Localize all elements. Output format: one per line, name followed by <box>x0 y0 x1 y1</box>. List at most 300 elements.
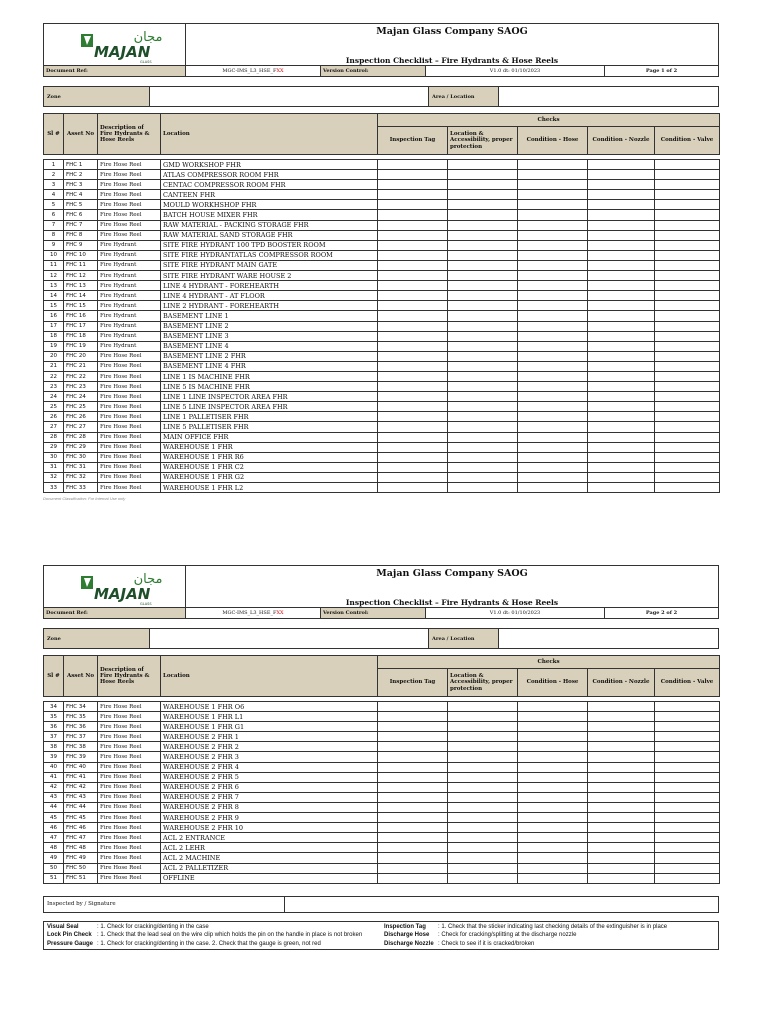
check-valve[interactable] <box>655 442 720 452</box>
row-location: WAREHOUSE 2 FHR 7 <box>161 792 378 802</box>
check-nozzle[interactable] <box>588 200 655 210</box>
check-accessibility[interactable] <box>448 742 518 752</box>
check-hose[interactable] <box>518 341 588 351</box>
check-valve[interactable] <box>655 702 720 712</box>
check-valve[interactable] <box>655 472 720 482</box>
check-valve[interactable] <box>655 833 720 843</box>
check-valve[interactable] <box>655 762 720 772</box>
check-valve[interactable] <box>655 341 720 351</box>
check-nozzle[interactable] <box>588 833 655 843</box>
check-inspection-tag[interactable] <box>378 452 448 462</box>
company-name: Majan Glass Company SAOG <box>376 26 528 37</box>
check-inspection-tag[interactable] <box>378 412 448 422</box>
check-inspection-tag[interactable] <box>378 732 448 742</box>
check-accessibility[interactable] <box>448 281 518 291</box>
check-accessibility[interactable] <box>448 402 518 412</box>
check-accessibility[interactable] <box>448 382 518 392</box>
check-inspection-tag[interactable] <box>378 712 448 722</box>
check-inspection-tag[interactable] <box>378 311 448 321</box>
check-nozzle[interactable] <box>588 762 655 772</box>
check-valve[interactable] <box>655 853 720 863</box>
check-accessibility[interactable] <box>448 210 518 220</box>
check-accessibility[interactable] <box>448 722 518 732</box>
check-accessibility[interactable] <box>448 843 518 853</box>
check-nozzle[interactable] <box>588 341 655 351</box>
check-valve[interactable] <box>655 792 720 802</box>
check-inspection-tag[interactable] <box>378 813 448 823</box>
check-accessibility[interactable] <box>448 863 518 873</box>
check-nozzle[interactable] <box>588 402 655 412</box>
check-valve[interactable] <box>655 291 720 301</box>
check-nozzle[interactable] <box>588 392 655 402</box>
check-valve[interactable] <box>655 301 720 311</box>
check-inspection-tag[interactable] <box>378 341 448 351</box>
check-nozzle[interactable] <box>588 472 655 482</box>
check-inspection-tag[interactable] <box>378 702 448 712</box>
check-hose[interactable] <box>518 863 588 873</box>
check-accessibility[interactable] <box>448 190 518 200</box>
signature-field[interactable] <box>285 897 718 912</box>
check-accessibility[interactable] <box>448 301 518 311</box>
check-inspection-tag[interactable] <box>378 190 448 200</box>
check-valve[interactable] <box>655 311 720 321</box>
check-inspection-tag[interactable] <box>378 462 448 472</box>
check-valve[interactable] <box>655 250 720 260</box>
check-nozzle[interactable] <box>588 742 655 752</box>
check-hose[interactable] <box>518 802 588 812</box>
check-accessibility[interactable] <box>448 170 518 180</box>
area-field[interactable] <box>499 87 718 106</box>
check-valve[interactable] <box>655 422 720 432</box>
check-nozzle[interactable] <box>588 230 655 240</box>
check-nozzle[interactable] <box>588 863 655 873</box>
row-description: Fire Hose Reel <box>98 873 161 883</box>
check-nozzle[interactable] <box>588 250 655 260</box>
check-hose[interactable] <box>518 782 588 792</box>
row-sl: 4 <box>44 190 64 200</box>
row-asset-no: FHC 5 <box>64 200 98 210</box>
check-nozzle[interactable] <box>588 813 655 823</box>
check-inspection-tag[interactable] <box>378 432 448 442</box>
check-hose[interactable] <box>518 220 588 230</box>
check-nozzle[interactable] <box>588 823 655 833</box>
check-hose[interactable] <box>518 762 588 772</box>
check-accessibility[interactable] <box>448 291 518 301</box>
check-accessibility[interactable] <box>448 873 518 883</box>
check-nozzle[interactable] <box>588 843 655 853</box>
check-inspection-tag[interactable] <box>378 772 448 782</box>
check-inspection-tag[interactable] <box>378 802 448 812</box>
check-nozzle[interactable] <box>588 301 655 311</box>
check-hose[interactable] <box>518 260 588 270</box>
check-nozzle[interactable] <box>588 240 655 250</box>
legend-term: Visual Seal <box>47 923 79 930</box>
check-nozzle[interactable] <box>588 281 655 291</box>
check-inspection-tag[interactable] <box>378 321 448 331</box>
table-row <box>44 742 720 752</box>
check-nozzle[interactable] <box>588 752 655 762</box>
check-accessibility[interactable] <box>448 772 518 782</box>
check-inspection-tag[interactable] <box>378 392 448 402</box>
check-inspection-tag[interactable] <box>378 371 448 381</box>
check-hose[interactable] <box>518 462 588 472</box>
col-hose: Condition - Hose <box>518 127 588 155</box>
check-hose[interactable] <box>518 351 588 361</box>
check-valve[interactable] <box>655 260 720 270</box>
check-inspection-tag[interactable] <box>378 351 448 361</box>
check-inspection-tag[interactable] <box>378 230 448 240</box>
check-inspection-tag[interactable] <box>378 752 448 762</box>
check-nozzle[interactable] <box>588 462 655 472</box>
check-nozzle[interactable] <box>588 331 655 341</box>
row-location: WAREHOUSE 2 FHR 3 <box>161 752 378 762</box>
check-accessibility[interactable] <box>448 813 518 823</box>
check-inspection-tag[interactable] <box>378 361 448 371</box>
check-valve[interactable] <box>655 382 720 392</box>
check-accessibility[interactable] <box>448 732 518 742</box>
check-valve[interactable] <box>655 271 720 281</box>
check-hose[interactable] <box>518 371 588 381</box>
check-nozzle[interactable] <box>588 321 655 331</box>
check-inspection-tag[interactable] <box>378 250 448 260</box>
zone-field[interactable] <box>150 629 429 648</box>
check-inspection-tag[interactable] <box>378 722 448 732</box>
check-inspection-tag[interactable] <box>378 180 448 190</box>
check-accessibility[interactable] <box>448 462 518 472</box>
check-hose[interactable] <box>518 402 588 412</box>
check-valve[interactable] <box>655 361 720 371</box>
table-row <box>44 483 720 493</box>
check-inspection-tag[interactable] <box>378 240 448 250</box>
check-inspection-tag[interactable] <box>378 301 448 311</box>
check-nozzle[interactable] <box>588 442 655 452</box>
check-hose[interactable] <box>518 271 588 281</box>
check-accessibility[interactable] <box>448 833 518 843</box>
check-valve[interactable] <box>655 432 720 442</box>
legend-term: Pressure Gauge <box>47 940 94 947</box>
check-inspection-tag[interactable] <box>378 833 448 843</box>
row-location: WAREHOUSE 2 FHR 4 <box>161 762 378 772</box>
check-hose[interactable] <box>518 742 588 752</box>
check-hose[interactable] <box>518 200 588 210</box>
check-inspection-tag[interactable] <box>378 200 448 210</box>
check-hose[interactable] <box>518 472 588 482</box>
check-hose[interactable] <box>518 752 588 762</box>
check-valve[interactable] <box>655 170 720 180</box>
check-inspection-tag[interactable] <box>378 442 448 452</box>
check-valve[interactable] <box>655 452 720 462</box>
check-hose[interactable] <box>518 452 588 462</box>
row-location: SITE FIRE HYDRANT MAIN GATE <box>161 260 378 270</box>
check-hose[interactable] <box>518 321 588 331</box>
check-nozzle[interactable] <box>588 853 655 863</box>
check-nozzle[interactable] <box>588 160 655 170</box>
check-nozzle[interactable] <box>588 260 655 270</box>
check-accessibility[interactable] <box>448 200 518 210</box>
check-hose[interactable] <box>518 361 588 371</box>
zone-row <box>43 628 719 649</box>
check-hose[interactable] <box>518 702 588 712</box>
check-valve[interactable] <box>655 782 720 792</box>
row-location: WAREHOUSE 2 FHR 9 <box>161 813 378 823</box>
check-hose[interactable] <box>518 483 588 493</box>
check-nozzle[interactable] <box>588 382 655 392</box>
check-valve[interactable] <box>655 351 720 361</box>
check-accessibility[interactable] <box>448 260 518 270</box>
check-inspection-tag[interactable] <box>378 483 448 493</box>
check-inspection-tag[interactable] <box>378 782 448 792</box>
check-nozzle[interactable] <box>588 422 655 432</box>
check-hose[interactable] <box>518 190 588 200</box>
check-hose[interactable] <box>518 873 588 883</box>
check-nozzle[interactable] <box>588 311 655 321</box>
row-asset-no: FHC 34 <box>64 702 98 712</box>
check-nozzle[interactable] <box>588 483 655 493</box>
check-hose[interactable] <box>518 823 588 833</box>
check-valve[interactable] <box>655 281 720 291</box>
check-valve[interactable] <box>655 732 720 742</box>
legend-item <box>47 931 378 940</box>
check-accessibility[interactable] <box>448 331 518 341</box>
check-accessibility[interactable] <box>448 752 518 762</box>
check-nozzle[interactable] <box>588 180 655 190</box>
check-accessibility[interactable] <box>448 702 518 712</box>
check-hose[interactable] <box>518 833 588 843</box>
check-inspection-tag[interactable] <box>378 281 448 291</box>
check-hose[interactable] <box>518 210 588 220</box>
check-valve[interactable] <box>655 190 720 200</box>
check-inspection-tag[interactable] <box>378 742 448 752</box>
check-valve[interactable] <box>655 843 720 853</box>
check-hose[interactable] <box>518 442 588 452</box>
col-location: Location <box>161 656 378 697</box>
check-hose[interactable] <box>518 180 588 190</box>
area-field[interactable] <box>499 629 718 648</box>
check-nozzle[interactable] <box>588 712 655 722</box>
check-accessibility[interactable] <box>448 271 518 281</box>
check-nozzle[interactable] <box>588 722 655 732</box>
check-valve[interactable] <box>655 712 720 722</box>
check-valve[interactable] <box>655 240 720 250</box>
check-hose[interactable] <box>518 422 588 432</box>
check-valve[interactable] <box>655 462 720 472</box>
row-asset-no: FHC 24 <box>64 392 98 402</box>
check-hose[interactable] <box>518 412 588 422</box>
check-inspection-tag[interactable] <box>378 260 448 270</box>
check-accessibility[interactable] <box>448 351 518 361</box>
check-accessibility[interactable] <box>448 180 518 190</box>
check-nozzle[interactable] <box>588 873 655 883</box>
check-nozzle[interactable] <box>588 802 655 812</box>
check-accessibility[interactable] <box>448 472 518 482</box>
column-header-table <box>43 113 720 155</box>
check-hose[interactable] <box>518 301 588 311</box>
legend-term: Inspection Tag <box>384 923 426 930</box>
check-inspection-tag[interactable] <box>378 160 448 170</box>
check-accessibility[interactable] <box>448 240 518 250</box>
check-accessibility[interactable] <box>448 792 518 802</box>
check-hose[interactable] <box>518 230 588 240</box>
check-accessibility[interactable] <box>448 311 518 321</box>
check-accessibility[interactable] <box>448 412 518 422</box>
check-accessibility[interactable] <box>448 250 518 260</box>
check-accessibility[interactable] <box>448 321 518 331</box>
check-hose[interactable] <box>518 382 588 392</box>
row-description: Fire Hose Reel <box>98 752 161 762</box>
check-inspection-tag[interactable] <box>378 402 448 412</box>
table-row <box>44 772 720 782</box>
check-nozzle[interactable] <box>588 220 655 230</box>
check-accessibility[interactable] <box>448 853 518 863</box>
check-valve[interactable] <box>655 371 720 381</box>
check-nozzle[interactable] <box>588 452 655 462</box>
col-desc: Description of Fire Hydrants & Hose Reels <box>98 656 161 697</box>
check-valve[interactable] <box>655 210 720 220</box>
check-inspection-tag[interactable] <box>378 873 448 883</box>
check-accessibility[interactable] <box>448 220 518 230</box>
check-nozzle[interactable] <box>588 351 655 361</box>
check-hose[interactable] <box>518 722 588 732</box>
check-hose[interactable] <box>518 281 588 291</box>
check-accessibility[interactable] <box>448 442 518 452</box>
check-accessibility[interactable] <box>448 361 518 371</box>
check-nozzle[interactable] <box>588 772 655 782</box>
check-nozzle[interactable] <box>588 361 655 371</box>
check-nozzle[interactable] <box>588 190 655 200</box>
row-location: BASEMENT LINE 4 <box>161 341 378 351</box>
check-valve[interactable] <box>655 873 720 883</box>
check-valve[interactable] <box>655 722 720 732</box>
check-hose[interactable] <box>518 311 588 321</box>
check-accessibility[interactable] <box>448 230 518 240</box>
check-inspection-tag[interactable] <box>378 291 448 301</box>
check-hose[interactable] <box>518 240 588 250</box>
row-location: CENTAC COMPRESSOR ROOM FHR <box>161 180 378 190</box>
check-inspection-tag[interactable] <box>378 472 448 482</box>
check-accessibility[interactable] <box>448 160 518 170</box>
check-accessibility[interactable] <box>448 782 518 792</box>
check-valve[interactable] <box>655 402 720 412</box>
check-valve[interactable] <box>655 483 720 493</box>
check-valve[interactable] <box>655 200 720 210</box>
check-inspection-tag[interactable] <box>378 863 448 873</box>
check-accessibility[interactable] <box>448 452 518 462</box>
check-accessibility[interactable] <box>448 392 518 402</box>
check-nozzle[interactable] <box>588 371 655 381</box>
check-inspection-tag[interactable] <box>378 823 448 833</box>
check-valve[interactable] <box>655 321 720 331</box>
check-accessibility[interactable] <box>448 823 518 833</box>
row-asset-no: FHC 36 <box>64 722 98 732</box>
check-valve[interactable] <box>655 230 720 240</box>
check-accessibility[interactable] <box>448 762 518 772</box>
check-nozzle[interactable] <box>588 291 655 301</box>
check-valve[interactable] <box>655 813 720 823</box>
check-hose[interactable] <box>518 772 588 782</box>
check-hose[interactable] <box>518 291 588 301</box>
zone-field[interactable] <box>150 87 429 106</box>
row-location: SITE FIRE HYDRANTATLAS COMPRESSOR ROOM <box>161 250 378 260</box>
check-hose[interactable] <box>518 843 588 853</box>
row-asset-no: FHC 15 <box>64 301 98 311</box>
check-hose[interactable] <box>518 792 588 802</box>
check-valve[interactable] <box>655 220 720 230</box>
check-hose[interactable] <box>518 813 588 823</box>
check-hose[interactable] <box>518 160 588 170</box>
check-valve[interactable] <box>655 823 720 833</box>
check-nozzle[interactable] <box>588 782 655 792</box>
check-inspection-tag[interactable] <box>378 331 448 341</box>
legend-text: : 1. Check for cracking/denting in the case <box>97 923 209 930</box>
table-row <box>44 873 720 883</box>
table-row <box>44 250 720 260</box>
signature-row <box>43 896 719 913</box>
check-accessibility[interactable] <box>448 432 518 442</box>
check-hose[interactable] <box>518 331 588 341</box>
check-hose[interactable] <box>518 853 588 863</box>
row-asset-no: FHC 27 <box>64 422 98 432</box>
check-accessibility[interactable] <box>448 712 518 722</box>
check-valve[interactable] <box>655 752 720 762</box>
check-valve[interactable] <box>655 331 720 341</box>
check-accessibility[interactable] <box>448 422 518 432</box>
check-accessibility[interactable] <box>448 802 518 812</box>
check-hose[interactable] <box>518 250 588 260</box>
row-sl: 29 <box>44 442 64 452</box>
check-nozzle[interactable] <box>588 792 655 802</box>
check-hose[interactable] <box>518 392 588 402</box>
check-nozzle[interactable] <box>588 170 655 180</box>
check-valve[interactable] <box>655 772 720 782</box>
check-inspection-tag[interactable] <box>378 792 448 802</box>
check-valve[interactable] <box>655 180 720 190</box>
checklist-page-1 <box>43 23 719 501</box>
check-inspection-tag[interactable] <box>378 220 448 230</box>
check-valve[interactable] <box>655 742 720 752</box>
check-valve[interactable] <box>655 802 720 812</box>
check-nozzle[interactable] <box>588 432 655 442</box>
document-ref-row <box>43 66 719 77</box>
check-nozzle[interactable] <box>588 271 655 281</box>
check-hose[interactable] <box>518 432 588 442</box>
row-sl: 27 <box>44 422 64 432</box>
check-valve[interactable] <box>655 160 720 170</box>
col-asset: Asset No <box>64 656 98 697</box>
checklist-page-2 <box>43 565 719 950</box>
check-hose[interactable] <box>518 712 588 722</box>
check-inspection-tag[interactable] <box>378 762 448 772</box>
check-nozzle[interactable] <box>588 412 655 422</box>
check-inspection-tag[interactable] <box>378 271 448 281</box>
check-valve[interactable] <box>655 863 720 873</box>
check-nozzle[interactable] <box>588 702 655 712</box>
check-accessibility[interactable] <box>448 341 518 351</box>
check-inspection-tag[interactable] <box>378 422 448 432</box>
check-inspection-tag[interactable] <box>378 210 448 220</box>
check-nozzle[interactable] <box>588 210 655 220</box>
check-valve[interactable] <box>655 392 720 402</box>
check-valve[interactable] <box>655 412 720 422</box>
check-inspection-tag[interactable] <box>378 843 448 853</box>
check-nozzle[interactable] <box>588 732 655 742</box>
check-inspection-tag[interactable] <box>378 853 448 863</box>
check-accessibility[interactable] <box>448 483 518 493</box>
check-hose[interactable] <box>518 732 588 742</box>
check-inspection-tag[interactable] <box>378 170 448 180</box>
check-accessibility[interactable] <box>448 371 518 381</box>
check-inspection-tag[interactable] <box>378 382 448 392</box>
check-hose[interactable] <box>518 170 588 180</box>
